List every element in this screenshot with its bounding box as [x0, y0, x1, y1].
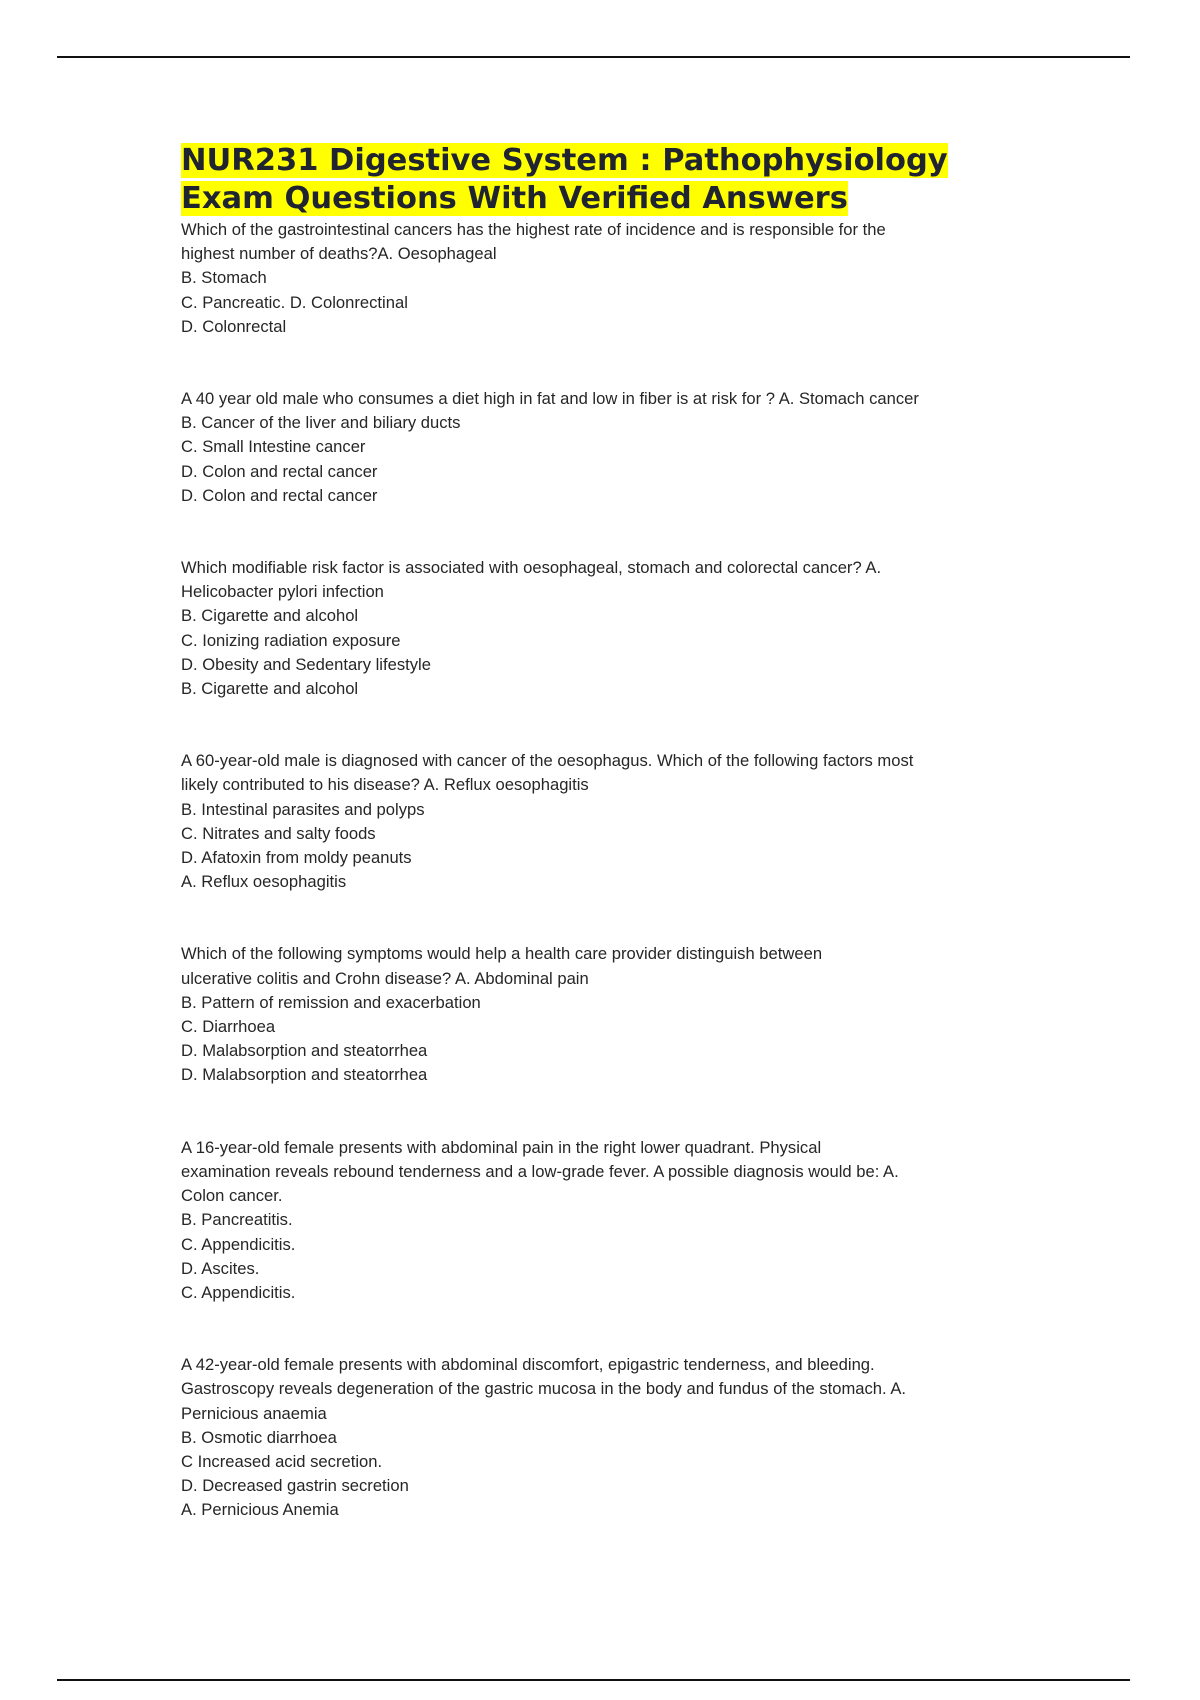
- title-line: Exam Questions With Verified Answers: [181, 181, 848, 216]
- answer-line: A. Pernicious Anemia: [181, 1500, 339, 1520]
- title-line: NUR231 Digestive System : Pathophysiology: [181, 143, 948, 178]
- question-text: Which modifiable risk factor is associated with oesophageal, stomach and colorectal cancer? A.: [181, 558, 882, 578]
- answer-line: B. Cancer of the liver and biliary ducts: [181, 413, 461, 433]
- question-block: [181, 1136, 1021, 1305]
- answer-line: C. Ionizing radiation exposure: [181, 630, 401, 650]
- answer-line: D. Colon and rectal cancer: [181, 461, 378, 481]
- question-block: [181, 387, 1021, 508]
- question-text: A 60-year-old male is diagnosed with cancer of the oesophagus. Which of the following factors most: [181, 751, 914, 771]
- question-block: [181, 1353, 1021, 1522]
- answer-line: B. Osmotic diarrhoea: [181, 1427, 337, 1447]
- question-text: A 42-year-old female presents with abdominal discomfort, epigastric tenderness, and bleeding.: [181, 1355, 875, 1375]
- answer-line: D. Obesity and Sedentary lifestyle: [181, 654, 431, 674]
- page-top-rule: [57, 56, 1130, 58]
- answer-line: B. Cigarette and alcohol: [181, 679, 359, 699]
- answer-line: D. Colon and rectal cancer: [181, 485, 378, 505]
- question-text: A 40 year old male who consumes a diet high in fat and low in fiber is at risk for ? A. Stomach cancer: [181, 389, 919, 409]
- answer-line: C. Diarrhoea: [181, 1017, 276, 1037]
- answer-line: B. Pattern of remission and exacerbation: [181, 992, 481, 1012]
- answer-line: B. Cigarette and alcohol: [181, 606, 359, 626]
- answer-line: examination reveals rebound tenderness and a low-grade fever. A possible diagnosis would be: A.: [181, 1161, 899, 1181]
- answer-line: D. Decreased gastrin secretion: [181, 1476, 409, 1496]
- answer-line: C. Appendicitis.: [181, 1234, 296, 1254]
- question-block: [181, 556, 1021, 701]
- answer-line: C. Nitrates and salty foods: [181, 823, 376, 843]
- answer-line: ulcerative colitis and Crohn disease? A. Abdominal pain: [181, 968, 589, 988]
- answer-line: Helicobacter pylori infection: [181, 582, 384, 602]
- question-text: Which of the gastrointestinal cancers has the highest rate of incidence and is responsible for the: [181, 220, 886, 239]
- answer-line: B. Intestinal parasites and polyps: [181, 799, 425, 819]
- answer-line: D. Afatoxin from moldy peanuts: [181, 848, 412, 868]
- question-block: [181, 218, 1021, 339]
- answer-line: D. Malabsorption and steatorrhea: [181, 1065, 428, 1085]
- answer-line: Pernicious anaemia: [181, 1403, 327, 1423]
- question-list: [181, 218, 1021, 1523]
- document-title: [181, 142, 1021, 218]
- answer-line: Gastroscopy reveals degeneration of the gastric mucosa in the body and fundus of the stomach. A.: [181, 1379, 907, 1399]
- answer-line: A. Reflux oesophagitis: [181, 872, 347, 892]
- answer-line: C. Small Intestine cancer: [181, 437, 366, 457]
- answer-line: highest number of deaths?A. Oesophageal: [181, 244, 497, 264]
- question-block: [181, 942, 1021, 1087]
- answer-line: likely contributed to his disease? A. Reflux oesophagitis: [181, 775, 589, 795]
- answer-line: D. Malabsorption and steatorrhea: [181, 1041, 428, 1061]
- answer-line: D. Ascites.: [181, 1258, 260, 1278]
- page-bottom-rule: [57, 1679, 1130, 1681]
- question-text: A 16-year-old female presents with abdominal pain in the right lower quadrant. Physical: [181, 1137, 822, 1157]
- answer-line: Colon cancer.: [181, 1186, 283, 1206]
- question-text: Which of the following symptoms would help a health care provider distinguish between: [181, 944, 823, 964]
- answer-line: B. Pancreatitis.: [181, 1210, 293, 1230]
- answer-line: C. Pancreatic. D. Colonrectinal: [181, 292, 408, 312]
- answer-line: C. Appendicitis.: [181, 1282, 296, 1302]
- document-body: [181, 142, 1021, 1523]
- question-block: [181, 749, 1021, 894]
- answer-line: C Increased acid secretion.: [181, 1451, 383, 1471]
- answer-line: B. Stomach: [181, 268, 267, 288]
- answer-line: D. Colonrectal: [181, 316, 287, 336]
